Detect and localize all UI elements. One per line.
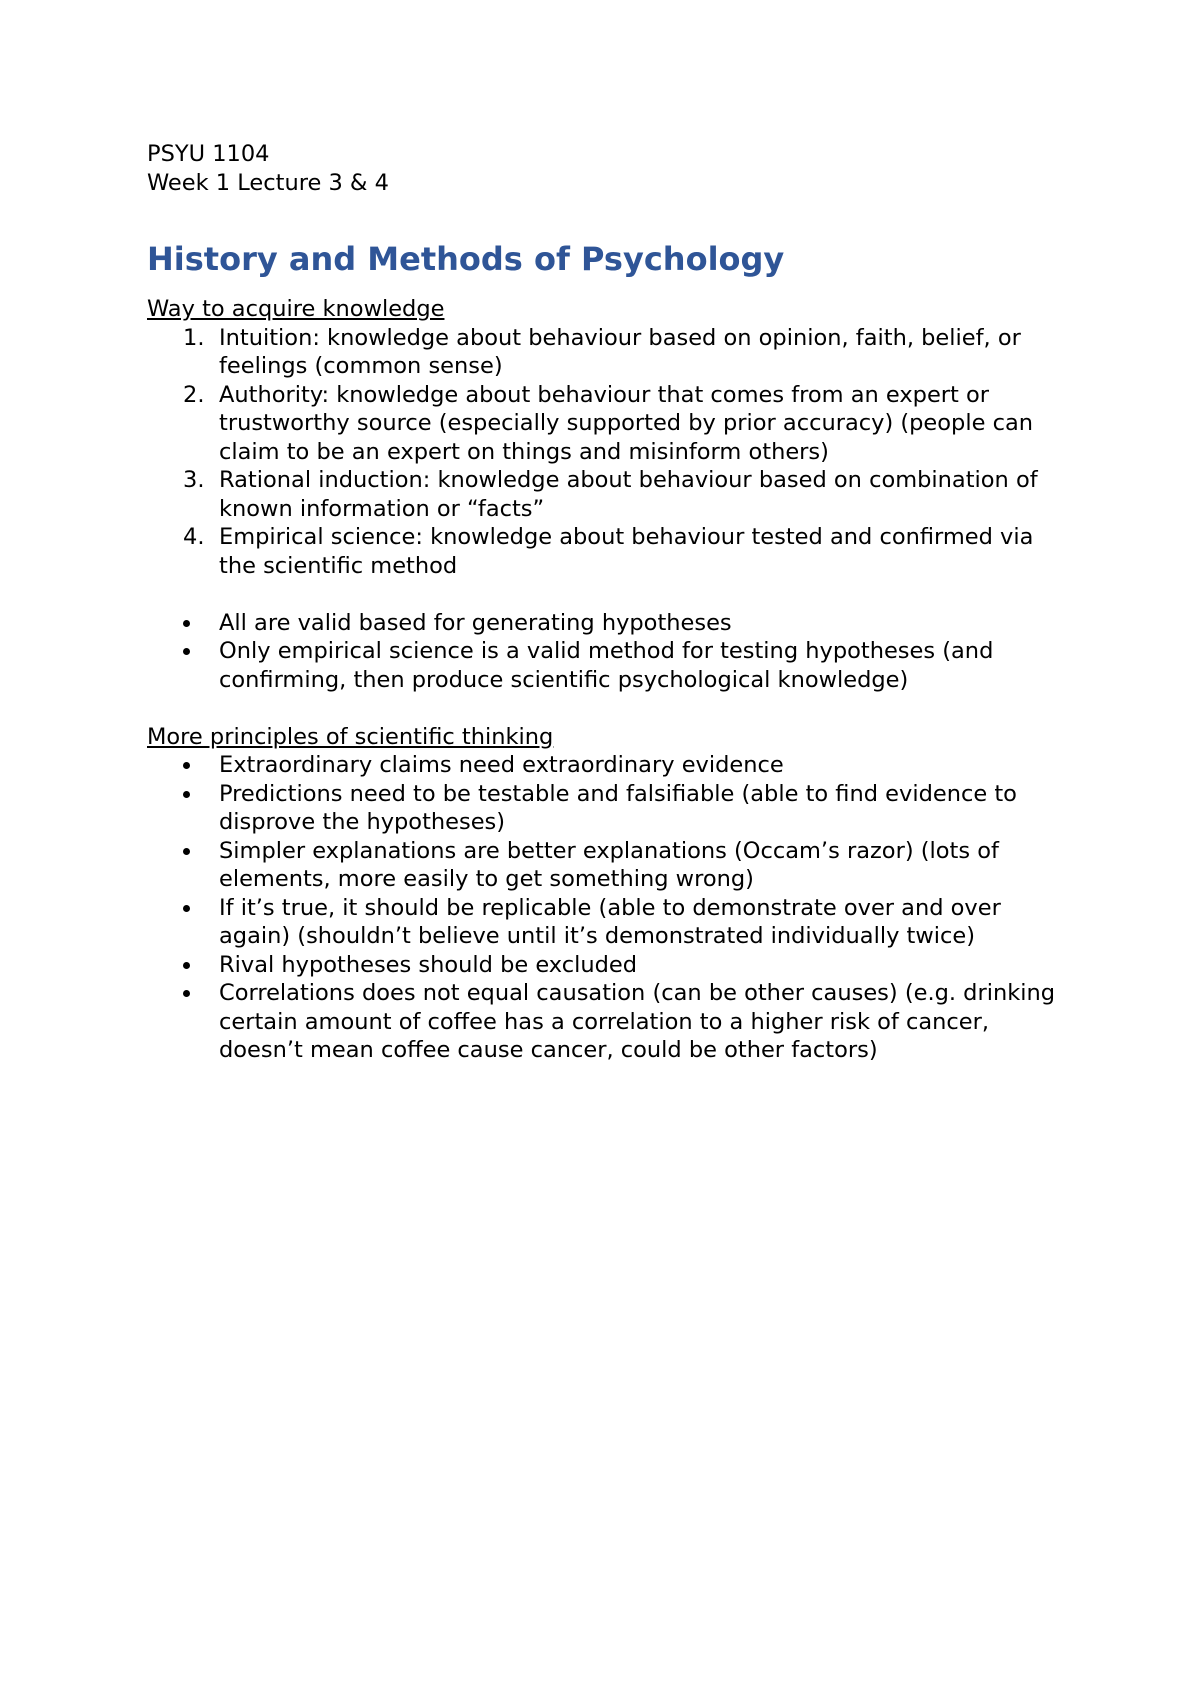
bullet-list — [147, 751, 1077, 1065]
list-item — [147, 637, 1077, 694]
list-item — [147, 894, 1077, 951]
bullet-icon — [183, 648, 190, 655]
list-number: 3. — [183, 467, 205, 493]
lecture-info: Week 1 Lecture 3 & 4 — [147, 169, 389, 196]
list-item — [147, 837, 1077, 894]
list-item — [147, 466, 1077, 523]
list-number: 1. — [183, 324, 205, 351]
bullet-icon — [183, 848, 190, 855]
list-number: 2. — [183, 381, 205, 408]
document-page — [147, 140, 1077, 1065]
list-item-text: Correlations does not equal causation (can be other causes) (e.g. drinking certain amount of coffee has a correlation to a higher risk of cancer, doesn’t mean coffee cause cancer, could be other factors) — [219, 980, 1056, 1063]
section-heading-scientific-thinking: More principles of scientific thinking — [147, 723, 554, 750]
section-heading-acquire-knowledge: Way to acquire knowledge — [147, 296, 445, 322]
bullet-icon — [183, 791, 190, 798]
bullet-icon — [183, 962, 190, 969]
list-item — [147, 979, 1077, 1065]
list-item-text: Intuition: knowledge about behaviour based on opinion, faith, belief, or feelings (common sense) — [219, 324, 1021, 379]
list-item-text: Rational induction: knowledge about behaviour based on combination of known information or “facts” — [219, 467, 1038, 522]
list-item-text: Authority: knowledge about behaviour that comes from an expert or trustworthy source (especially supported by prior accuracy) (people can claim to be an expert on things and misinform others) — [219, 381, 1033, 465]
bullet-icon — [183, 990, 190, 997]
list-item-text: Predictions need to be testable and falsifiable (able to find evidence to disprove the hypotheses) — [219, 780, 1017, 835]
document-title: History and Methods of Psychology — [147, 240, 785, 278]
bullet-icon — [183, 620, 190, 627]
list-item — [147, 780, 1077, 837]
list-item-text: Empirical science: knowledge about behaviour tested and confirmed via the scientific method — [219, 524, 1034, 579]
bullet-icon — [183, 905, 190, 912]
list-item — [147, 609, 1077, 638]
list-item-text: Only empirical science is a valid method for testing hypotheses (and confirming, then produce scientific psychological knowledge) — [219, 638, 994, 693]
list-item — [147, 381, 1077, 467]
list-item-text: If it’s true, it should be replicable (able to demonstrate over and over again) (shouldn’t believe until it’s demonstrated individually twice) — [219, 894, 1001, 949]
list-item — [147, 324, 1077, 381]
course-code: PSYU 1104 — [147, 141, 270, 167]
list-item-text: All are valid based for generating hypotheses — [219, 609, 732, 636]
list-item-text: Simpler explanations are better explanations (Occam’s razor) (lots of elements, more easily to get something wrong) — [219, 837, 999, 892]
list-number: 4. — [183, 524, 205, 550]
list-item — [147, 523, 1077, 580]
list-item — [147, 951, 1077, 980]
bullet-icon — [183, 762, 190, 769]
numbered-list — [147, 324, 1077, 581]
list-item-text: Extraordinary claims need extraordinary evidence — [219, 752, 784, 778]
bullet-list — [147, 609, 1077, 695]
list-item — [147, 751, 1077, 780]
list-item-text: Rival hypotheses should be excluded — [219, 951, 638, 978]
